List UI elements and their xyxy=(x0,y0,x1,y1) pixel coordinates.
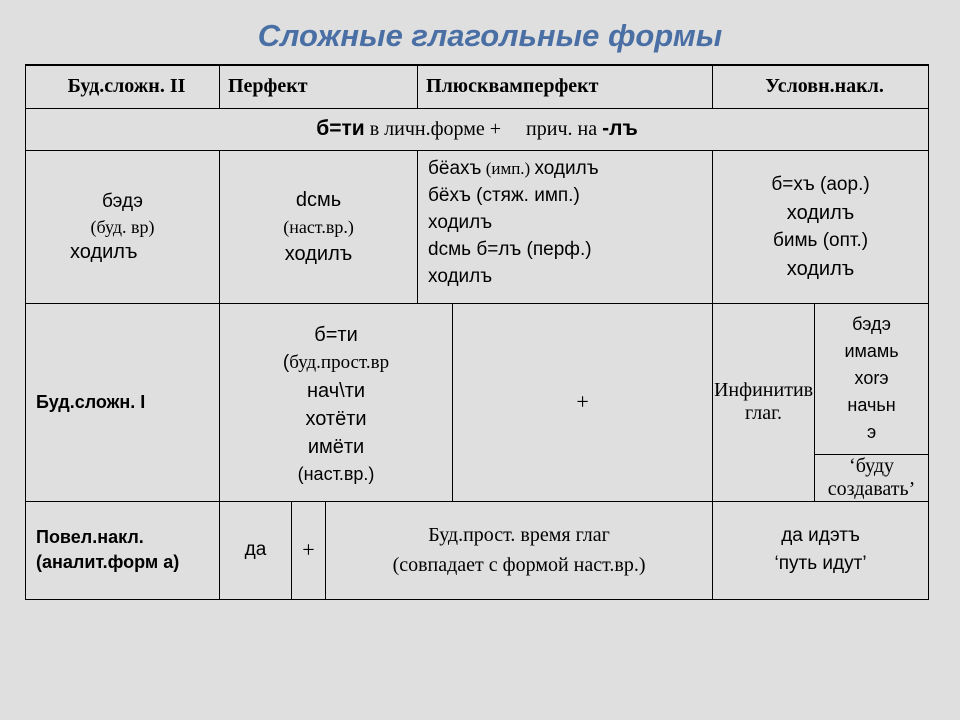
imperative-desc xyxy=(326,501,713,599)
page-title: Сложные глагольные формы xyxy=(257,18,723,53)
header-pluperfect: Плюсквамперфект xyxy=(418,65,713,108)
pluperfect-aux1: бёахъ xyxy=(428,157,482,179)
formula-cell xyxy=(26,108,929,150)
perfect-participle: ходилъ xyxy=(284,242,353,265)
pluperfect-part1: ходилъ xyxy=(534,157,599,179)
aux-form-2: имамь xyxy=(844,341,899,361)
fut1-verb2: хотёти xyxy=(305,407,367,430)
imperative-desc-line2: (совпадает с формой наст.вр.) xyxy=(392,554,646,576)
imperative-example xyxy=(713,501,929,599)
conditional-aux2: бимь (опт.) xyxy=(772,229,869,251)
forms-row xyxy=(26,150,929,303)
plus-sign-1: + xyxy=(453,303,713,501)
fut1-verb3: имёти xyxy=(307,435,365,458)
imperative-example-line1: да идэтъ xyxy=(781,525,860,546)
header-perfect: Перфект xyxy=(220,65,418,108)
plus-sign-2: + xyxy=(292,501,326,599)
pluperfect-part3: ходилъ xyxy=(428,265,493,287)
perfect-cell xyxy=(220,150,418,303)
pluperfect-note1: (имп.) xyxy=(481,158,535,178)
fut2-aux: бэдэ xyxy=(102,190,143,212)
verb-forms-table xyxy=(25,64,929,600)
conditional-cell xyxy=(713,150,929,303)
header-row xyxy=(26,65,929,108)
fut2-participle: ходилъ xyxy=(70,240,138,263)
translation-cell: ‘буду создавать’ xyxy=(815,454,929,501)
pluperfect-cell xyxy=(418,150,713,303)
formula-row xyxy=(26,108,929,150)
aux-form-1: бэдэ xyxy=(852,314,891,334)
fut-complex-1-row-top xyxy=(26,303,929,454)
header-conditional: Условн.накл. xyxy=(713,65,929,108)
conditional-part1: ходилъ xyxy=(786,201,855,224)
infinitive-cell: Инфинитив глаг. xyxy=(713,303,815,501)
perfect-aux: dсмь xyxy=(295,188,342,211)
pluperfect-aux2: бёхъ (стяж. имп.) xyxy=(428,184,580,206)
da-particle: да xyxy=(220,501,292,599)
fut1-verb1: нач\ти xyxy=(306,379,366,402)
imperative-example-line2: ‘путь идут’ xyxy=(774,553,867,574)
aux-form-4: начьн xyxy=(847,395,896,415)
imperative-desc-line1: Буд.прост. время глаг xyxy=(428,524,610,546)
fut1-paren: ( xyxy=(282,351,290,373)
fut1-tense-note: (наст.вр.) xyxy=(297,463,375,484)
perfect-note: (наст.вр.) xyxy=(283,216,354,237)
fut-complex-2-cell xyxy=(26,150,220,303)
imperative-row xyxy=(26,501,929,599)
formula-participle: -лъ xyxy=(602,117,638,140)
header-fut-complex-2: Буд.сложн. II xyxy=(26,65,220,108)
formula-text: в личн.форме + прич. на xyxy=(364,118,603,140)
fut-complex-1-forms xyxy=(220,303,453,501)
conditional-aux1: б=хъ (аор.) xyxy=(771,173,870,195)
aux-stack-cell xyxy=(815,303,929,454)
fut2-note: (буд. вр) xyxy=(90,216,155,237)
pluperfect-part2: ходилъ xyxy=(428,211,493,233)
pluperfect-aux3: dсмь б=лъ (перф.) xyxy=(428,238,592,260)
fut1-aux: б=ти xyxy=(314,323,358,346)
aux-form-3: хоrэ xyxy=(854,368,889,388)
imperative-label: Повел.накл. (аналит.форм а) xyxy=(26,501,220,599)
fut1-note: буд.прост.вр xyxy=(289,351,390,373)
conditional-part2: ходилъ xyxy=(786,257,855,280)
fut-complex-1-label: Буд.сложн. I xyxy=(26,303,220,501)
formula-aux: б=ти xyxy=(316,117,365,140)
aux-form-5: э xyxy=(866,422,877,442)
